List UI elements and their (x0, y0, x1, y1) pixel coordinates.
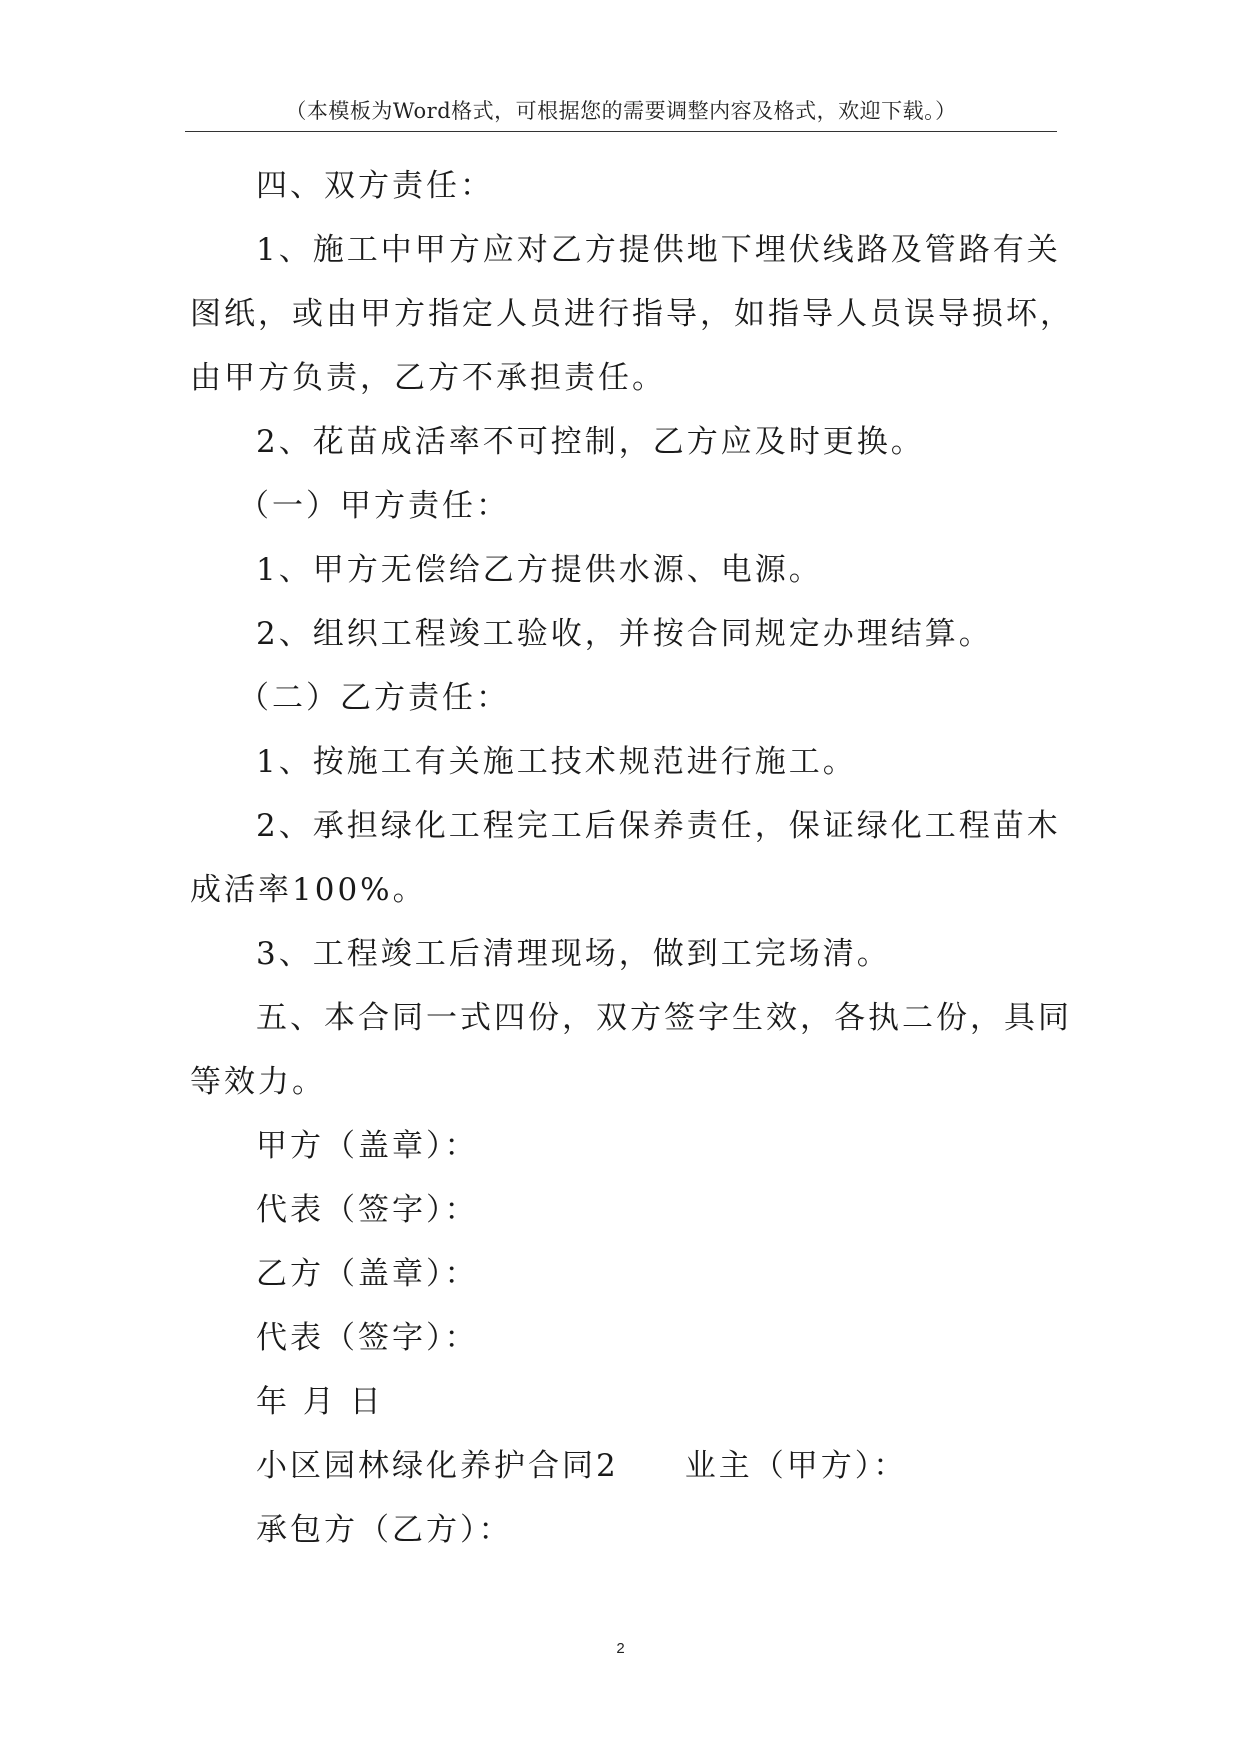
paragraph-line: 等效力。 (190, 1064, 326, 1100)
paragraph-line: 1、施工中甲方应对乙方提供地下埋伏线路及管路有关 (256, 232, 1061, 268)
page-number: 2 (616, 1640, 625, 1657)
section-heading-copies: 五、本合同一式四份，双方签字生效，各执二份，具同 (256, 1000, 1072, 1036)
paragraph-line: 2、组织工程竣工验收，并按合同规定办理结算。 (256, 616, 993, 652)
paragraph-line: 1、按施工有关施工技术规范进行施工。 (256, 744, 857, 780)
signature-party-b-seal: 乙方（盖章）： (256, 1256, 479, 1292)
contract-title-line (190, 1434, 1060, 1498)
paragraph-line: 图纸，或由甲方指定人员进行指导，如指导人员误导损坏， (190, 296, 1074, 332)
subheading-party-b: （二）乙方责任： (238, 680, 510, 716)
paragraph-line: 由甲方负责，乙方不承担责任。 (190, 360, 666, 396)
contractor-party-b-label: 承包方（乙方）： (256, 1512, 513, 1548)
paragraph-line: 2、花苗成活率不可控制，乙方应及时更换。 (256, 424, 925, 460)
header-divider (185, 131, 1057, 132)
signature-party-a-representative: 代表（签字）： (256, 1192, 479, 1228)
signature-party-a-seal: 甲方（盖章）： (256, 1128, 479, 1164)
paragraph-line: 2、承担绿化工程完工后保养责任，保证绿化工程苗木 (256, 808, 1061, 844)
date-line: 年 月 日 (256, 1384, 384, 1420)
document-body (190, 154, 1074, 1562)
section-heading-responsibilities: 四、双方责任： (256, 168, 494, 204)
subheading-party-a: （一）甲方责任： (238, 488, 510, 524)
owner-party-a-label: 业主（甲方）： (684, 1448, 908, 1484)
paragraph-line: 3、工程竣工后清理现场，做到工完场清。 (256, 936, 891, 972)
signature-party-b-representative: 代表（签字）： (256, 1320, 479, 1356)
template-note-header: （本模板为Word格式，可根据您的需要调整内容及格式，欢迎下载。） (285, 99, 957, 123)
paragraph-line: 1、甲方无偿给乙方提供水源、电源。 (256, 552, 823, 588)
contract-title: 小区园林绿化养护合同2 (256, 1448, 619, 1484)
paragraph-line: 成活率100%。 (190, 872, 427, 908)
